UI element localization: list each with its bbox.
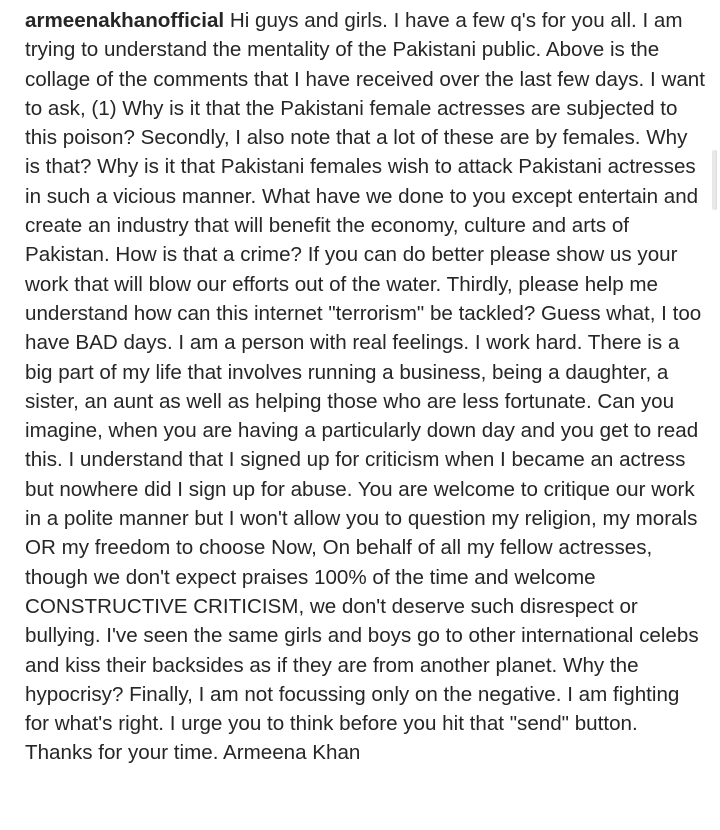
caption-text: Hi guys and girls. I have a few q's for you all. I am trying to understand the mentality of the Pakistani public. Above is the collage of the comments that I have received over the last few days. I want to ask, (1) Why is it that the Pakistani female actresses are subjected to this poison? Secondly, I also note that a lot of these are by females. Why is that? Why is it that Pakistani females wish to attack Pakistani actresses in such a vicious manner. What have we done to you except entertain and create an industry that will benefit the economy, culture and arts of Pakistan. How is that a crime? If you can do better please show us your work that will blow our efforts out of the water. Thirdly, please help me understand how can this internet "terrorism" be tackled? Guess what, I too have BAD days. I am a person with real feelings. I work hard. There is a big part of my life that involves running a business, being a daughter, a sister, an aunt as well as helping those who are less fortunate. Can you imagine, when you are having a particularly down day and you get to read this. I understand that I signed up for criticism when I became an actress but nowhere did I sign up for abuse. You are welcome to critique our work in a polite manner but I won't allow you to question my religion, my morals OR my freedom to choose Now, On behalf of all my fellow actresses, though we don't expect praises 100% of the time and welcome CONSTRUCTIVE CRITICISM, we don't deserve such disrespect or bullying. I've seen the same girls and boys go to other international celebs and kiss their backsides as if they are from another planet. Why the hypocrisy? Finally, I am not focussing only on the negative. I am fighting for what's right. I urge you to think before you hit that "send" button. Thanks for your time. Armeena Khan — [25, 9, 705, 765]
post-caption — [25, 6, 705, 768]
username-link[interactable]: armeenakhanofficial — [25, 9, 225, 32]
scrollbar[interactable] — [712, 150, 717, 210]
